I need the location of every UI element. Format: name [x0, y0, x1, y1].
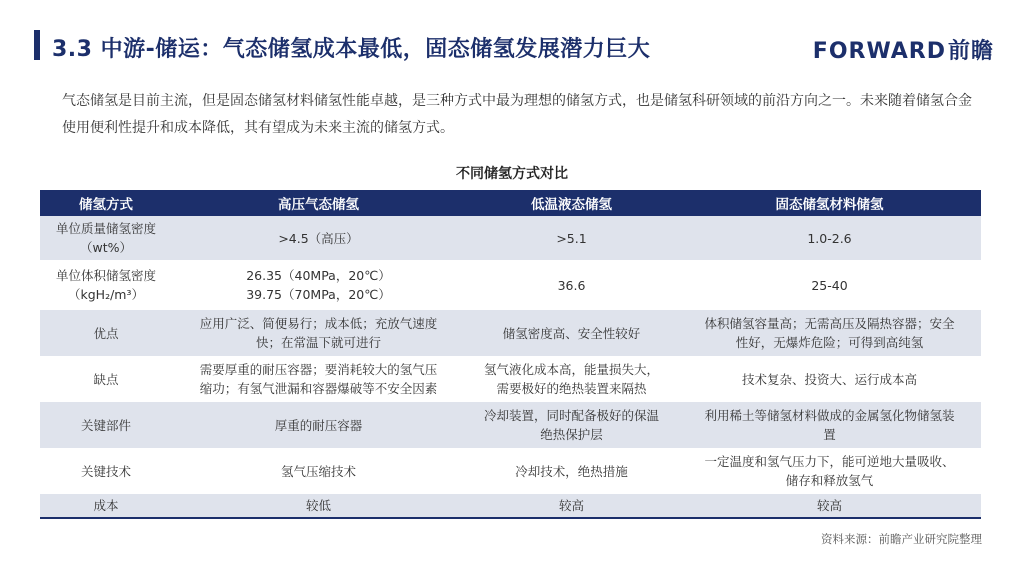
row-label: 成本 — [40, 494, 172, 518]
table-row — [40, 260, 981, 310]
table-row — [40, 494, 981, 518]
row-label: 关键部件 — [40, 402, 172, 448]
cell-solid: 一定温度和氢气压力下，能可逆地大量吸收、 储存和释放氢气 — [678, 448, 981, 494]
cell-solid: 体积储氢容量高；无需高压及隔热容器；安全 性好，无爆炸危险；可得到高纯氢 — [678, 310, 981, 356]
table-caption: 不同储氢方式对比 — [456, 166, 568, 182]
header-cell: 固态储氢材料储氢 — [678, 190, 981, 216]
logo-latin: FORWARD — [812, 39, 946, 64]
table-row — [40, 216, 981, 260]
slide-title: 3.3 中游-储运：气态储氢成本最低，固态储氢发展潜力巨大 — [52, 37, 651, 62]
cell-liquid: 36.6 — [465, 260, 678, 310]
cell-solid: 1.0-2.6 — [678, 216, 981, 260]
cell-liquid: 冷却技术，绝热措施 — [465, 448, 678, 494]
row-label: 缺点 — [40, 356, 172, 402]
title-accent-bar — [34, 30, 40, 60]
row-label: 单位体积储氢密度 （kgH₂/m³） — [40, 260, 172, 310]
slide-header — [34, 26, 994, 66]
cell-liquid: 氢气液化成本高，能量损失大， 需要极好的绝热装置来隔热 — [465, 356, 678, 402]
table-row — [40, 448, 981, 494]
cell-high-pressure: 氢气压缩技术 — [172, 448, 465, 494]
intro-paragraph: 气态储氢是目前主流，但是固态储氢材料储氢性能卓越，是三种方式中最为理想的储氢方式，也是储氢科研领域的前沿方向之一。未来随着储氢合金使用便利性提升和成本降低，其有望成为未来主流的储氢方式。 — [62, 93, 972, 136]
cell-high-pressure: 26.35（40MPa，20℃） 39.75（70MPa，20℃） — [172, 260, 465, 310]
source-note: 资料来源：前瞻产业研究院整理 — [821, 532, 982, 546]
header-cell: 低温液态储氢 — [465, 190, 678, 216]
cell-liquid: 储氢密度高、安全性较好 — [465, 310, 678, 356]
logo-chinese: 前瞻 — [947, 39, 994, 64]
table-row — [40, 402, 981, 448]
brand-logo — [813, 34, 994, 65]
table-row — [40, 310, 981, 356]
cell-liquid: >5.1 — [465, 216, 678, 260]
cell-solid: 利用稀土等储氢材料做成的金属氢化物储氢装 置 — [678, 402, 981, 448]
table-row — [40, 356, 981, 402]
header-cell: 高压气态储氢 — [172, 190, 465, 216]
cell-liquid: 冷却装置，同时配备极好的保温 绝热保护层 — [465, 402, 678, 448]
cell-solid: 25-40 — [678, 260, 981, 310]
header-cell: 储氢方式 — [40, 190, 172, 216]
cell-high-pressure: 需要厚重的耐压容器；要消耗较大的氢气压 缩功；有氢气泄漏和容器爆破等不安全因素 — [172, 356, 465, 402]
cell-solid: 技术复杂、投资大、运行成本高 — [678, 356, 981, 402]
table-header-row — [40, 190, 981, 216]
cell-high-pressure: 应用广泛、简便易行；成本低；充放气速度 快；在常温下就可进行 — [172, 310, 465, 356]
row-label: 优点 — [40, 310, 172, 356]
row-label: 关键技术 — [40, 448, 172, 494]
row-label: 单位质量储氢密度 （wt%） — [40, 216, 172, 260]
cell-high-pressure: 厚重的耐压容器 — [172, 402, 465, 448]
cell-high-pressure: >4.5（高压） — [172, 216, 465, 260]
cell-solid: 较高 — [678, 494, 981, 518]
cell-high-pressure: 较低 — [172, 494, 465, 518]
cell-liquid: 较高 — [465, 494, 678, 518]
comparison-table — [40, 190, 981, 519]
